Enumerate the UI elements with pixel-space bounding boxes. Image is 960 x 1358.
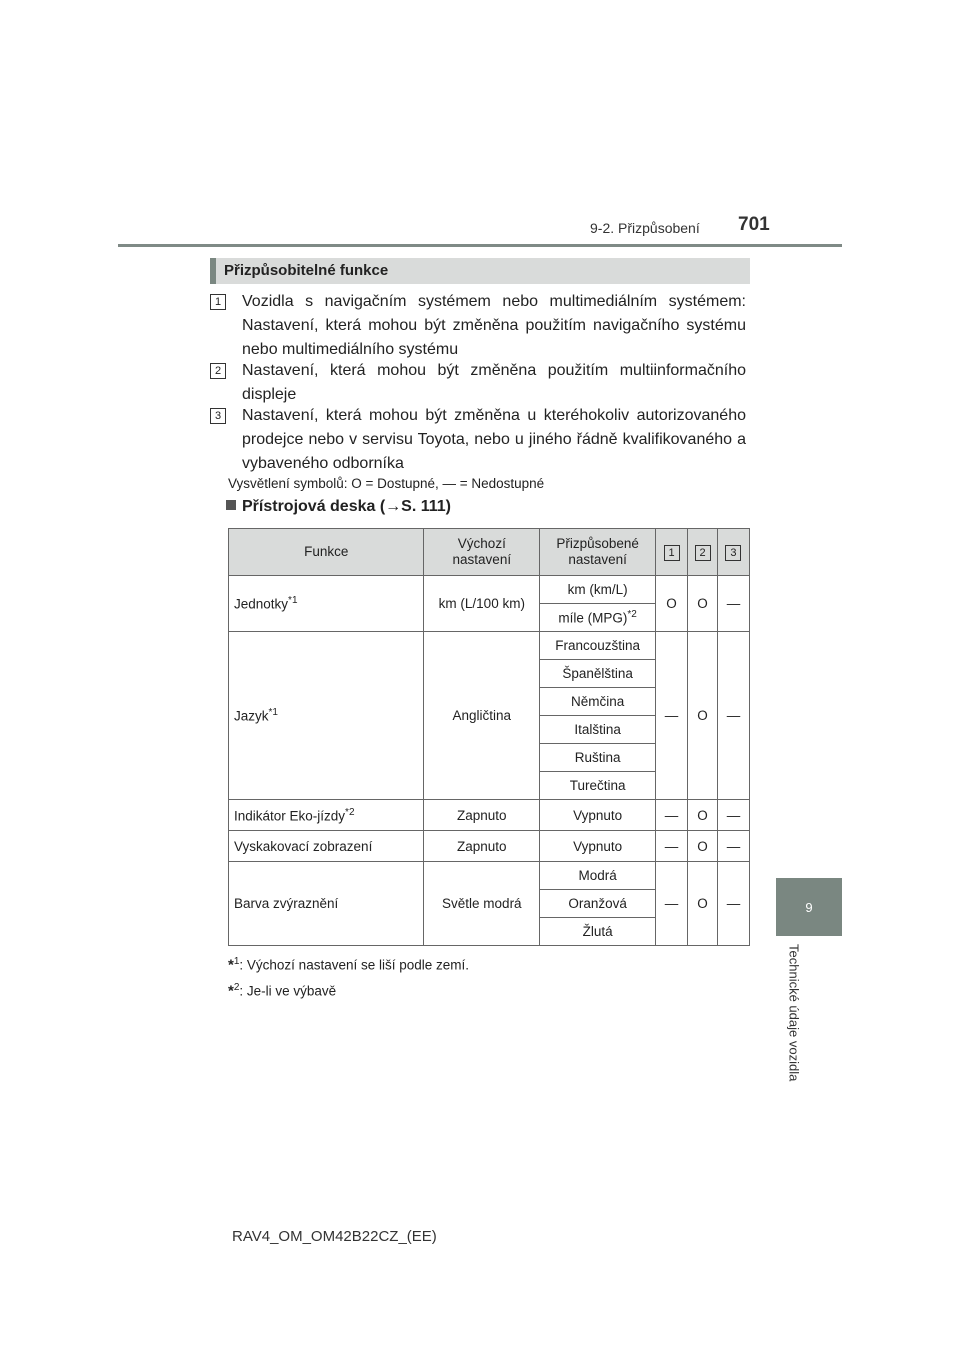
table-row <box>229 632 750 660</box>
cell-default: km (L/100 km) <box>424 576 540 632</box>
cell-default: Zapnuto <box>424 800 540 831</box>
cell-availability-2: O <box>688 632 718 800</box>
page-number: 701 <box>738 214 770 235</box>
header-col-2 <box>688 529 718 576</box>
cell-availability-2: O <box>688 576 718 632</box>
column-number-badge: 2 <box>695 545 711 561</box>
cell-option: Modrá <box>540 862 656 890</box>
cell-availability-3: — <box>717 862 749 946</box>
cell-default: Světle modrá <box>424 862 540 946</box>
header-vychozi: Výchozí nastavení <box>424 529 540 576</box>
header-col-1 <box>656 529 688 576</box>
cell-function: Indikátor Eko-jízdy$^{*2}$ <box>229 800 424 831</box>
cell-function: Jazyk$^{*1}$ <box>229 632 424 800</box>
cell-availability-2: O <box>688 831 718 862</box>
cell-availability-1: — <box>656 862 688 946</box>
cell-option: míle (MPG)$^{*2}$ <box>540 604 656 632</box>
cell-function: Vyskakovací zobrazení <box>229 831 424 862</box>
item-number-badge: 2 <box>210 363 226 379</box>
page-reference: S. 111) <box>401 498 451 515</box>
cell-availability-1: — <box>656 800 688 831</box>
cell-availability-3: — <box>717 576 749 632</box>
header-col-3 <box>717 529 749 576</box>
square-bullet-icon <box>226 500 236 510</box>
table-row <box>229 831 750 862</box>
numbered-item-2 <box>210 359 746 407</box>
item-text: Nastavení, která mohou být změněna u kteréhokoliv autorizovaného prodejce nebo v servisu Toyota, nebo u jiného řádně kvalifikovaného a vybaveného odborníka <box>242 407 746 472</box>
header-rule <box>118 244 842 247</box>
cell-option: Ruština <box>540 744 656 772</box>
cell-option: Francouzština <box>540 632 656 660</box>
cell-availability-2: O <box>688 800 718 831</box>
header-prizpusobene: Přizpůsobené nastavení <box>540 529 656 576</box>
document-code: RAV4_OM_OM42B22CZ_(EE) <box>232 1228 437 1245</box>
cell-option: Němčina <box>540 688 656 716</box>
sub-heading-text: Přístrojová deska ( <box>242 498 386 515</box>
chapter-side-label <box>784 944 804 1100</box>
item-text: Nastavení, která mohou být změněna použitím multiinformačního displeje <box>242 362 746 403</box>
cell-availability-3: — <box>717 831 749 862</box>
numbered-item-1 <box>210 290 746 362</box>
symbol-legend: Vysvětlení symbolů: O = Dostupné, — = Nedostupné <box>228 476 545 491</box>
chapter-tab <box>776 878 842 936</box>
item-number-badge: 1 <box>210 294 226 310</box>
header-funkce: Funkce <box>229 529 424 576</box>
section-title: Přizpůsobitelné funkce <box>224 262 389 279</box>
footnote-2: *$^2$: Je-li ve výbavě <box>228 982 337 1000</box>
title-accent-bar <box>210 258 216 284</box>
cell-option: km (km/L) <box>540 576 656 604</box>
cell-option: Vypnuto <box>540 831 656 862</box>
numbered-item-3 <box>210 404 746 476</box>
cell-availability-1: O <box>656 576 688 632</box>
section-label: 9-2. Přizpůsobení <box>590 220 700 236</box>
section-title-box <box>210 258 750 284</box>
cell-availability-2: O <box>688 862 718 946</box>
chapter-title: Technické údaje vozidla <box>786 944 802 1082</box>
item-text: Vozidla s navigačním systémem nebo multimediálním systémem: Nastavení, která mohou být změněna použitím navigačního systému nebo multimediálního systému <box>242 293 746 358</box>
footnote-1: *$^1$: Výchozí nastavení se liší podle zemí. <box>228 956 470 974</box>
table-row <box>229 800 750 831</box>
cell-default: Angličtina <box>424 632 540 800</box>
cell-default: Zapnuto <box>424 831 540 862</box>
chapter-number: 9 <box>805 899 813 915</box>
cell-availability-3: — <box>717 800 749 831</box>
cell-option: Italština <box>540 716 656 744</box>
table-row <box>229 862 750 890</box>
cell-function: Barva zvýraznění <box>229 862 424 946</box>
cell-function: Jednotky$^{*1}$ <box>229 576 424 632</box>
item-number-badge: 3 <box>210 408 226 424</box>
column-number-badge: 1 <box>664 545 680 561</box>
table-header-row <box>229 529 750 576</box>
cell-option: Turečtina <box>540 772 656 800</box>
customization-table <box>228 528 750 946</box>
cell-option: Žlutá <box>540 918 656 946</box>
arrow-icon: → <box>385 498 402 515</box>
cell-availability-1: — <box>656 831 688 862</box>
sub-heading <box>226 498 451 516</box>
table-row <box>229 576 750 604</box>
cell-option: Španělština <box>540 660 656 688</box>
column-number-badge: 3 <box>725 545 741 561</box>
cell-option: Vypnuto <box>540 800 656 831</box>
cell-availability-3: — <box>717 632 749 800</box>
cell-availability-1: — <box>656 632 688 800</box>
cell-option: Oranžová <box>540 890 656 918</box>
